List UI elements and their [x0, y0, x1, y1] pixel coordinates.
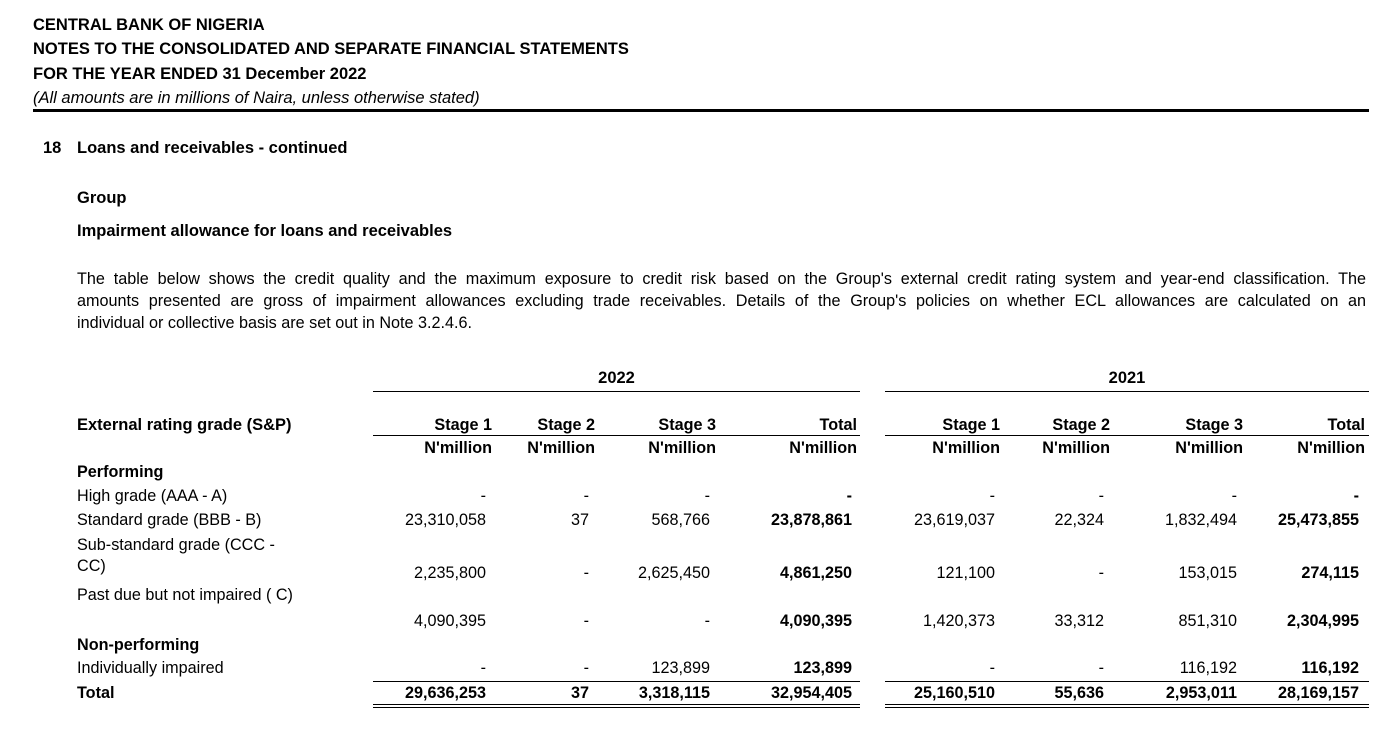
column-header: Stage 2: [537, 416, 595, 434]
column-unit: N'million: [648, 439, 716, 457]
row-total-cell: 4,090,395: [779, 612, 852, 630]
table-cell: 23,310,058: [404, 511, 486, 529]
row-total-cell: 25,473,855: [1277, 511, 1359, 529]
total-bottom-rule: [373, 704, 860, 705]
total-bottom-rule: [885, 707, 1369, 708]
table-cell: 37: [570, 511, 589, 529]
grand-total-cell: 2,953,011: [1165, 684, 1237, 702]
paragraph-line: individual or collective basis are set out in Note 3.2.4.6.: [77, 314, 473, 332]
grand-total-cell: 37: [570, 684, 589, 702]
grand-total-cell: 55,636: [1054, 684, 1104, 702]
row-label-total: Total: [77, 684, 115, 702]
column-unit: N'million: [1175, 439, 1243, 457]
document-subtitle: NOTES TO THE CONSOLIDATED AND SEPARATE FINANCIAL STATEMENTS: [33, 40, 629, 58]
total-top-rule: [373, 681, 860, 682]
table-cell: -: [1231, 487, 1237, 505]
document-currency-note: (All amounts are in millions of Naira, unless otherwise stated): [33, 89, 480, 107]
column-header: Total: [1327, 416, 1365, 434]
column-unit: N'million: [1297, 439, 1365, 457]
row-total-cell: -: [846, 487, 852, 505]
row-label-past-due: Past due but not impaired ( C): [77, 586, 293, 604]
non-performing-label: Non-performing: [77, 636, 200, 654]
table-cell: -: [480, 659, 486, 677]
column-header: Stage 1: [942, 416, 1000, 434]
table-cell: 23,619,037: [913, 511, 995, 529]
table-cell: -: [583, 659, 589, 677]
table-cell: -: [480, 487, 486, 505]
row-label-standard-grade: Standard grade (BBB - B): [77, 511, 262, 529]
table-cell: 123,899: [651, 659, 710, 677]
column-unit: N'million: [932, 439, 1000, 457]
document-title: CENTRAL BANK OF NIGERIA: [33, 16, 265, 34]
column-header-underline: [373, 435, 860, 436]
table-cell: 2,235,800: [413, 564, 486, 582]
performing-label: Performing: [77, 463, 164, 481]
table-cell: 121,100: [936, 564, 995, 582]
column-unit: N'million: [527, 439, 595, 457]
table-cell: -: [583, 487, 589, 505]
row-label-high-grade: High grade (AAA - A): [77, 487, 228, 505]
table-cell: 22,324: [1054, 511, 1104, 529]
year-header-2022: 2022: [598, 369, 635, 387]
table-cell: -: [583, 612, 589, 630]
row-total-cell: 123,899: [793, 659, 852, 677]
table-cell: -: [583, 564, 589, 582]
table-cell: 153,015: [1178, 564, 1237, 582]
table-cell: -: [989, 487, 995, 505]
column-unit: N'million: [424, 439, 492, 457]
grand-total-cell: 3,318,115: [638, 684, 710, 702]
table-cell: -: [704, 612, 710, 630]
table-cell: 1,420,373: [922, 612, 995, 630]
year-header-2021: 2021: [1108, 369, 1146, 387]
description-paragraph: [77, 268, 1366, 334]
column-unit: N'million: [789, 439, 857, 457]
section-number: 18: [43, 139, 62, 157]
total-top-rule: [885, 681, 1369, 682]
table-cell: -: [1098, 564, 1104, 582]
row-total-cell: 2,304,995: [1286, 612, 1359, 630]
row-total-cell: -: [1353, 487, 1359, 505]
column-unit: N'million: [1042, 439, 1110, 457]
column-header-underline: [885, 435, 1369, 436]
table-cell: -: [1098, 487, 1104, 505]
column-header: Stage 3: [1185, 416, 1243, 434]
row-total-cell: 116,192: [1301, 659, 1359, 677]
group-label: Group: [77, 189, 127, 207]
paragraph-line: amounts presented are gross of impairment allowances excluding trade receivables. Details of the Group's policies on whether ECL allowances are calculated on an: [77, 292, 1366, 310]
header-divider: [33, 109, 1369, 112]
table-cell: 851,310: [1178, 612, 1237, 630]
column-header: Total: [819, 416, 857, 434]
total-bottom-rule: [885, 704, 1369, 705]
table-cell: 33,312: [1054, 612, 1104, 630]
row-label-sub-standard-grade: Sub-standard grade (CCC -: [77, 536, 275, 554]
table-cell: 568,766: [651, 511, 710, 529]
section-title: Loans and receivables - continued: [77, 139, 348, 157]
year-underline-2021: [885, 391, 1369, 392]
table-cell: 2,625,450: [637, 564, 710, 582]
table-cell: -: [989, 659, 995, 677]
table-cell: -: [704, 487, 710, 505]
column-header: Stage 1: [434, 416, 492, 434]
row-total-cell: 274,115: [1301, 564, 1359, 582]
table-subtitle: Impairment allowance for loans and receivables: [77, 222, 453, 240]
document-period: FOR THE YEAR ENDED 31 December 2022: [33, 65, 367, 83]
paragraph-line: The table below shows the credit quality and the maximum exposure to credit risk based on the Group's external credit rating system and year-end classification. The: [77, 270, 1366, 288]
row-total-cell: 23,878,861: [770, 511, 852, 529]
table-cell: 1,832,494: [1164, 511, 1237, 529]
grand-total-cell: 29,636,253: [404, 684, 486, 702]
grand-total-cell: 28,169,157: [1277, 684, 1359, 702]
row-header: External rating grade (S&P): [77, 416, 292, 434]
year-underline-2022: [373, 391, 860, 392]
table-cell: 4,090,395: [413, 612, 486, 630]
grand-total-cell: 32,954,405: [770, 684, 852, 702]
total-bottom-rule: [373, 707, 860, 708]
row-total-cell: 4,861,250: [779, 564, 852, 582]
row-label-sub-standard-grade-cont: CC): [77, 557, 106, 575]
column-header: Stage 3: [658, 416, 716, 434]
table-cell: -: [1098, 659, 1104, 677]
column-header: Stage 2: [1052, 416, 1110, 434]
table-cell: 116,192: [1179, 659, 1237, 677]
row-label-individually-impaired: Individually impaired: [77, 659, 224, 677]
grand-total-cell: 25,160,510: [913, 684, 995, 702]
